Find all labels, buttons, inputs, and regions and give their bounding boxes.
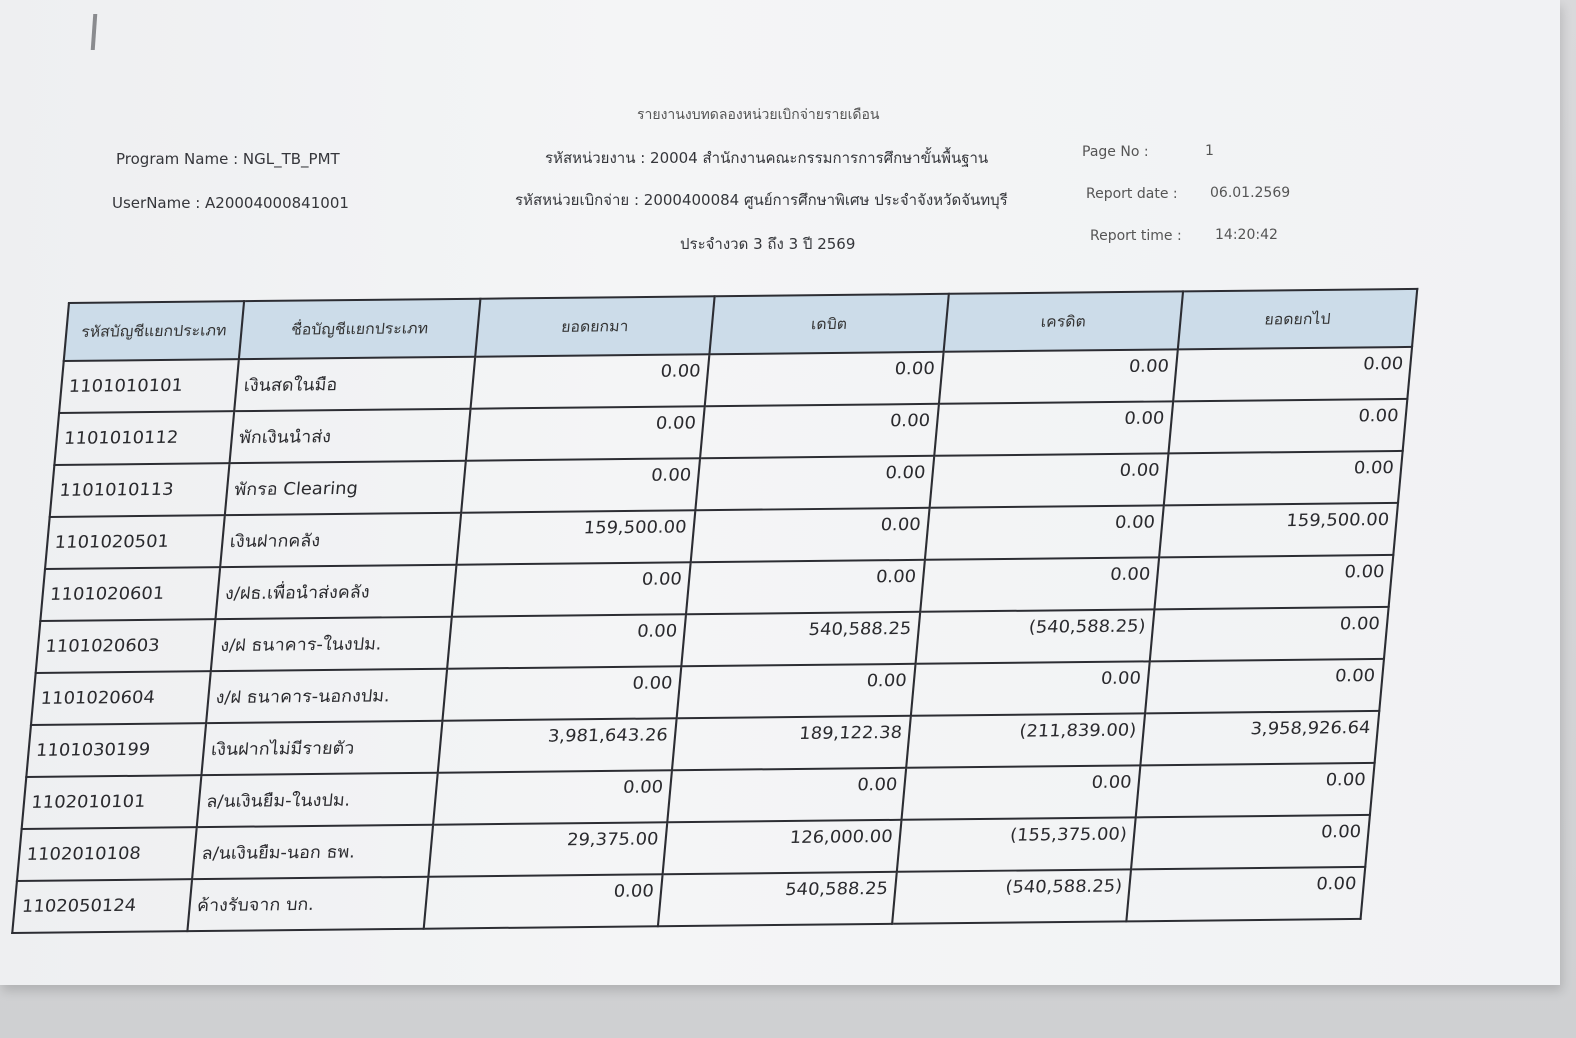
cell-opening-balance: 0.00 (424, 874, 663, 928)
report-period: ประจำงวด 3 ถึง 3 ปี 2569 (680, 235, 856, 253)
page-no-value: 1 (1205, 143, 1214, 159)
cell-account-name: เงินฝากไม่มีรายตัว (201, 721, 442, 775)
cell-account-code: 1102050124 (12, 879, 192, 933)
column-header-account-code: รหัสบัญชีแยกประเภท (64, 301, 244, 361)
cell-opening-balance: 0.00 (442, 666, 681, 720)
cell-debit: 0.00 (667, 768, 906, 822)
cell-debit: 0.00 (705, 352, 944, 406)
cell-account-name: เงินสดในมือ (234, 357, 475, 411)
cell-opening-balance: 0.00 (433, 770, 672, 824)
cell-opening-balance: 0.00 (471, 354, 710, 408)
cell-credit: 0.00 (934, 401, 1173, 455)
cell-credit: 0.00 (930, 453, 1169, 507)
table-body (12, 347, 1412, 933)
trial-balance-table-wrap (11, 288, 1418, 934)
cell-account-code: 1101030199 (26, 723, 206, 777)
cell-opening-balance: 0.00 (447, 614, 686, 668)
user-name: UserName : A20004000841001 (112, 194, 349, 212)
cell-closing-balance: 0.00 (1173, 347, 1412, 401)
cell-credit: 0.00 (920, 557, 1159, 611)
column-header-debit: เดบิต (709, 294, 948, 354)
cell-account-code: 1102010101 (22, 775, 202, 829)
cell-account-code: 1101020501 (45, 515, 225, 569)
column-header-account-name: ชื่อบัญชีแยกประเภท (239, 299, 481, 359)
cell-credit: (540,588.25) (892, 869, 1131, 923)
cell-account-name: พักเงินนำส่ง (230, 409, 471, 463)
trial-balance-table (11, 288, 1418, 934)
cell-debit: 126,000.00 (663, 820, 902, 874)
cell-account-code: 1101010112 (54, 411, 234, 465)
cell-debit: 540,588.25 (681, 612, 920, 666)
cell-closing-balance: 0.00 (1131, 815, 1370, 869)
cell-credit: 0.00 (901, 765, 1140, 819)
cell-account-code: 1101020603 (36, 619, 216, 673)
cell-credit: (211,839.00) (906, 713, 1145, 767)
cell-account-name: ล/นเงินยืม-นอก ธพ. (192, 825, 433, 879)
cell-opening-balance: 0.00 (452, 562, 691, 616)
cell-account-code: 1101010113 (50, 463, 230, 517)
cell-debit: 0.00 (691, 508, 930, 562)
agency-code: รหัสหน่วยงาน : 20004 สำนักงานคณะกรรมการการศึกษาขั้นพื้นฐาน (545, 149, 989, 167)
cell-closing-balance: 0.00 (1168, 399, 1407, 453)
cell-opening-balance: 159,500.00 (456, 510, 695, 564)
report-date-value: 06.01.2569 (1210, 185, 1291, 201)
cell-account-name: ง/ฝ ธนาคาร-นอกงปม. (206, 669, 447, 723)
report-title: รายงานงบทดลองหน่วยเบิกจ่ายรายเดือน (637, 107, 880, 123)
cell-account-name: เงินฝากคลัง (220, 513, 461, 567)
cell-account-name: ล/นเงินยืม-ในงปม. (197, 773, 438, 827)
report-date-label: Report date : (1086, 186, 1178, 202)
cell-opening-balance: 0.00 (461, 458, 700, 512)
program-name: Program Name : NGL_TB_PMT (116, 150, 340, 168)
cell-debit: 189,122.38 (672, 716, 911, 770)
cell-closing-balance: 159,500.00 (1159, 503, 1398, 557)
cell-credit: 0.00 (925, 505, 1164, 559)
cell-account-name: ง/ฝธ.เพื่อนำส่งคลัง (215, 565, 456, 619)
cell-debit: 0.00 (700, 404, 939, 458)
disbursement-unit: รหัสหน่วยเบิกจ่าย : 2000400084 ศูนย์การศึกษาพิเศษ ประจำจังหวัดจันทบุรี (515, 191, 1008, 209)
cell-closing-balance: 0.00 (1154, 555, 1393, 609)
cell-opening-balance: 3,981,643.26 (438, 718, 677, 772)
cell-closing-balance: 0.00 (1150, 607, 1389, 661)
column-header-closing-balance: ยอดยกไป (1178, 289, 1417, 349)
cell-credit: 0.00 (939, 349, 1178, 403)
cell-closing-balance: 0.00 (1145, 659, 1384, 713)
cell-opening-balance: 0.00 (466, 406, 705, 460)
column-header-credit: เครดิต (944, 291, 1183, 351)
report-time-label: Report time : (1090, 228, 1182, 244)
cell-account-code: 1101020604 (31, 671, 211, 725)
cell-closing-balance: 3,958,926.64 (1140, 711, 1379, 765)
cell-debit: 0.00 (695, 456, 934, 510)
cell-credit: (540,588.25) (916, 609, 1155, 663)
cell-debit: 540,588.25 (658, 872, 897, 926)
cell-opening-balance: 29,375.00 (428, 822, 667, 876)
cell-account-code: 1101020601 (40, 567, 220, 621)
cell-closing-balance: 0.00 (1136, 763, 1375, 817)
cell-credit: (155,375.00) (897, 817, 1136, 871)
cell-credit: 0.00 (911, 661, 1150, 715)
column-header-opening-balance: ยอดยกมา (475, 296, 714, 356)
cell-account-code: 1102010108 (17, 827, 197, 881)
cell-account-name: ง/ฝ ธนาคาร-ในงปม. (211, 617, 452, 671)
cell-closing-balance: 0.00 (1164, 451, 1403, 505)
cell-closing-balance: 0.00 (1126, 867, 1365, 921)
report-time-value: 14:20:42 (1215, 227, 1278, 243)
cell-account-name: ค้างรับจาก บก. (187, 877, 428, 931)
page-no-label: Page No : (1082, 144, 1149, 160)
cell-account-code: 1101010101 (59, 359, 239, 413)
cell-debit: 0.00 (686, 560, 925, 614)
cell-account-name: พักรอ Clearing (225, 461, 466, 515)
cell-debit: 0.00 (677, 664, 916, 718)
